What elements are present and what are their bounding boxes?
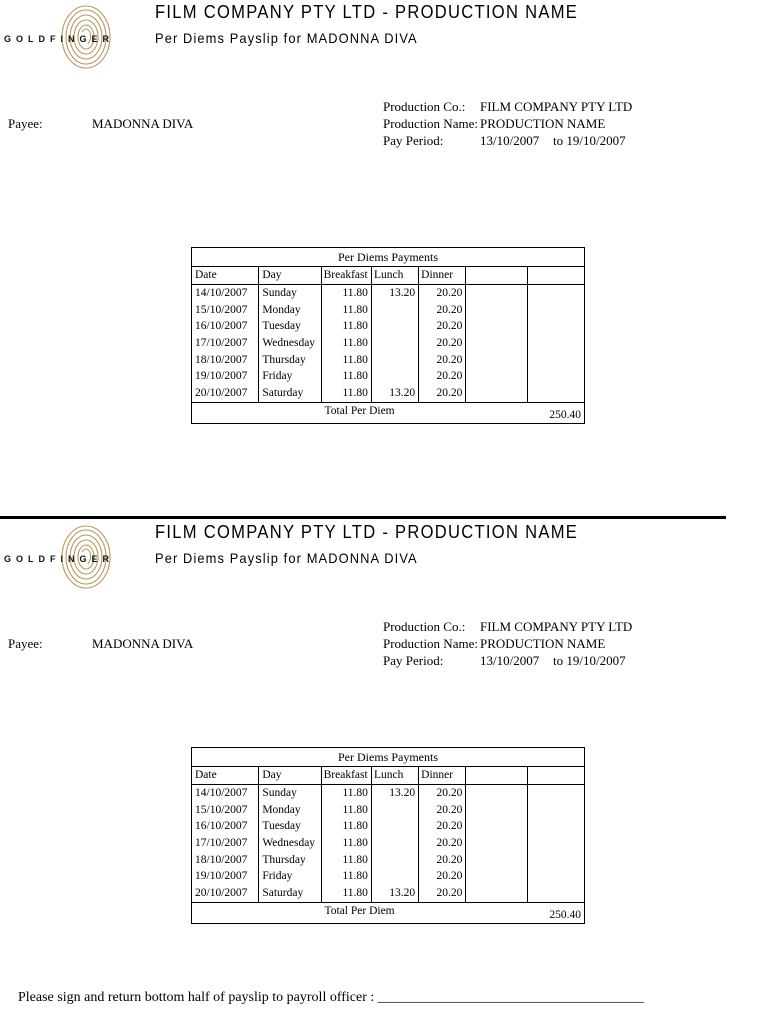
table-row (192, 351, 585, 368)
row-dinner: 20.20 (419, 385, 466, 402)
row-breakfast: 11.80 (321, 318, 371, 335)
row-dinner: 20.20 (419, 784, 466, 801)
row-empty (527, 818, 584, 835)
production-company-label: Production Co.: (383, 99, 466, 114)
table-row (192, 335, 585, 352)
row-empty (466, 368, 527, 385)
row-breakfast: 11.80 (321, 301, 371, 318)
row-empty (527, 835, 584, 852)
row-lunch (371, 335, 418, 352)
row-day: Sunday (259, 284, 321, 301)
row-day: Thursday (259, 851, 321, 868)
table-row (192, 301, 585, 318)
row-lunch (371, 351, 418, 368)
total-label: Total Per Diem (192, 902, 528, 923)
row-empty (466, 335, 527, 352)
row-empty (527, 885, 584, 902)
row-empty (466, 818, 527, 835)
row-lunch (371, 301, 418, 318)
row-lunch (371, 368, 418, 385)
row-dinner: 20.20 (419, 851, 466, 868)
fingerprint-icon (4, 4, 150, 70)
payee-value: MADONNA DIVA (92, 636, 194, 651)
total-value: 250.40 (527, 402, 584, 423)
row-breakfast: 11.80 (321, 385, 371, 402)
row-empty (527, 385, 584, 402)
production-company-label: Production Co.: (383, 619, 466, 634)
row-breakfast: 11.80 (321, 801, 371, 818)
fingerprint-icon (4, 524, 150, 590)
row-empty (527, 318, 584, 335)
payee-value: MADONNA DIVA (92, 116, 194, 131)
row-breakfast: 11.80 (321, 818, 371, 835)
svg-text:GOLDFINGER: GOLDFINGER (4, 34, 114, 44)
row-breakfast: 11.80 (321, 851, 371, 868)
row-empty (466, 835, 527, 852)
row-date: 18/10/2007 (192, 851, 259, 868)
row-date: 14/10/2007 (192, 284, 259, 301)
header-lunch: Lunch (371, 267, 418, 285)
row-lunch (371, 835, 418, 852)
row-empty (527, 801, 584, 818)
payee-label: Payee: (8, 116, 43, 131)
row-lunch (371, 818, 418, 835)
row-empty (466, 301, 527, 318)
per-diems-table (191, 747, 585, 924)
payee-label: Payee: (8, 636, 43, 651)
row-date: 17/10/2007 (192, 335, 259, 352)
row-lunch: 13.20 (371, 784, 418, 801)
row-empty (527, 301, 584, 318)
row-date: 18/10/2007 (192, 351, 259, 368)
row-dinner: 20.20 (419, 835, 466, 852)
row-date: 17/10/2007 (192, 835, 259, 852)
total-label: Total Per Diem (192, 402, 528, 423)
row-lunch (371, 318, 418, 335)
row-breakfast: 11.80 (321, 351, 371, 368)
header-lunch: Lunch (371, 767, 418, 785)
row-empty (466, 284, 527, 301)
row-date: 16/10/2007 (192, 318, 259, 335)
row-date: 20/10/2007 (192, 885, 259, 902)
row-dinner: 20.20 (419, 335, 466, 352)
table-row (192, 851, 585, 868)
table-row (192, 284, 585, 301)
production-name-label: Production Name: (383, 116, 478, 131)
row-lunch (371, 801, 418, 818)
row-empty (466, 318, 527, 335)
row-breakfast: 11.80 (321, 868, 371, 885)
table-body (192, 784, 585, 902)
row-date: 20/10/2007 (192, 385, 259, 402)
production-name-value: PRODUCTION NAME (480, 116, 606, 131)
header-date: Date (192, 767, 259, 785)
table-row (192, 318, 585, 335)
table-row (192, 368, 585, 385)
row-day: Wednesday (259, 335, 321, 352)
payslip-subtitle: Per Diems Payslip for MADONNA DIVA (155, 550, 418, 566)
header-dinner: Dinner (419, 767, 466, 785)
pay-period-from: 13/10/2007 (480, 133, 540, 148)
row-day: Thursday (259, 351, 321, 368)
row-day: Monday (259, 801, 321, 818)
row-lunch (371, 851, 418, 868)
row-day: Saturday (259, 885, 321, 902)
per-diems-table (191, 247, 585, 424)
row-breakfast: 11.80 (321, 885, 371, 902)
production-company-value: FILM COMPANY PTY LTD (480, 99, 633, 114)
header-dinner: Dinner (419, 267, 466, 285)
row-day: Wednesday (259, 835, 321, 852)
cut-divider (0, 516, 726, 519)
svg-text:GOLDFINGER: GOLDFINGER (4, 554, 114, 564)
row-date: 15/10/2007 (192, 301, 259, 318)
row-lunch: 13.20 (371, 284, 418, 301)
row-empty (466, 385, 527, 402)
payslip-subtitle: Per Diems Payslip for MADONNA DIVA (155, 30, 418, 46)
header-breakfast: Breakfast (321, 267, 371, 285)
goldfinger-logo (4, 524, 150, 590)
row-empty (466, 851, 527, 868)
payslip-top (0, 0, 768, 480)
pay-period-to: to 19/10/2007 (553, 653, 626, 668)
table-caption: Per Diems Payments (192, 748, 585, 767)
row-dinner: 20.20 (419, 318, 466, 335)
row-day: Monday (259, 301, 321, 318)
row-date: 19/10/2007 (192, 868, 259, 885)
row-dinner: 20.20 (419, 301, 466, 318)
row-breakfast: 11.80 (321, 284, 371, 301)
row-dinner: 20.20 (419, 284, 466, 301)
header-breakfast: Breakfast (321, 767, 371, 785)
row-breakfast: 11.80 (321, 784, 371, 801)
table-row (192, 385, 585, 402)
row-date: 16/10/2007 (192, 818, 259, 835)
row-date: 19/10/2007 (192, 368, 259, 385)
table-body (192, 284, 585, 402)
pay-period-to: to 19/10/2007 (553, 133, 626, 148)
payslip-bottom (0, 520, 768, 1000)
row-empty (466, 885, 527, 902)
signature-instruction: Please sign and return bottom half of payslip to payroll officer : ______________________________________ (18, 990, 644, 1005)
table-caption: Per Diems Payments (192, 248, 585, 267)
header-day: Day (259, 267, 321, 285)
company-title: FILM COMPANY PTY LTD - PRODUCTION NAME (155, 2, 579, 22)
row-lunch (371, 868, 418, 885)
production-company-value: FILM COMPANY PTY LTD (480, 619, 633, 634)
row-dinner: 20.20 (419, 368, 466, 385)
table-row (192, 784, 585, 801)
table-row (192, 818, 585, 835)
total-value: 250.40 (527, 902, 584, 923)
row-date: 15/10/2007 (192, 801, 259, 818)
row-dinner: 20.20 (419, 351, 466, 368)
row-dinner: 20.20 (419, 818, 466, 835)
row-day: Saturday (259, 385, 321, 402)
row-breakfast: 11.80 (321, 335, 371, 352)
row-empty (466, 801, 527, 818)
header-day: Day (259, 767, 321, 785)
row-day: Tuesday (259, 818, 321, 835)
goldfinger-logo (4, 4, 150, 70)
row-day: Friday (259, 368, 321, 385)
table-row (192, 835, 585, 852)
header-date: Date (192, 267, 259, 285)
row-empty (527, 284, 584, 301)
table-row (192, 885, 585, 902)
row-day: Friday (259, 868, 321, 885)
row-dinner: 20.20 (419, 885, 466, 902)
row-empty (466, 351, 527, 368)
row-empty (466, 784, 527, 801)
row-empty (527, 368, 584, 385)
row-empty (527, 851, 584, 868)
row-date: 14/10/2007 (192, 784, 259, 801)
row-dinner: 20.20 (419, 868, 466, 885)
row-breakfast: 11.80 (321, 835, 371, 852)
row-empty (527, 868, 584, 885)
pay-period-label: Pay Period: (383, 653, 444, 668)
pay-period-label: Pay Period: (383, 133, 444, 148)
row-breakfast: 11.80 (321, 368, 371, 385)
row-empty (527, 784, 584, 801)
production-name-label: Production Name: (383, 636, 478, 651)
row-day: Tuesday (259, 318, 321, 335)
row-day: Sunday (259, 784, 321, 801)
table-row (192, 868, 585, 885)
row-dinner: 20.20 (419, 801, 466, 818)
row-empty (527, 351, 584, 368)
table-row (192, 801, 585, 818)
company-title: FILM COMPANY PTY LTD - PRODUCTION NAME (155, 522, 579, 542)
pay-period-from: 13/10/2007 (480, 653, 540, 668)
row-empty (466, 868, 527, 885)
row-lunch: 13.20 (371, 385, 418, 402)
row-empty (527, 335, 584, 352)
row-lunch: 13.20 (371, 885, 418, 902)
production-name-value: PRODUCTION NAME (480, 636, 606, 651)
